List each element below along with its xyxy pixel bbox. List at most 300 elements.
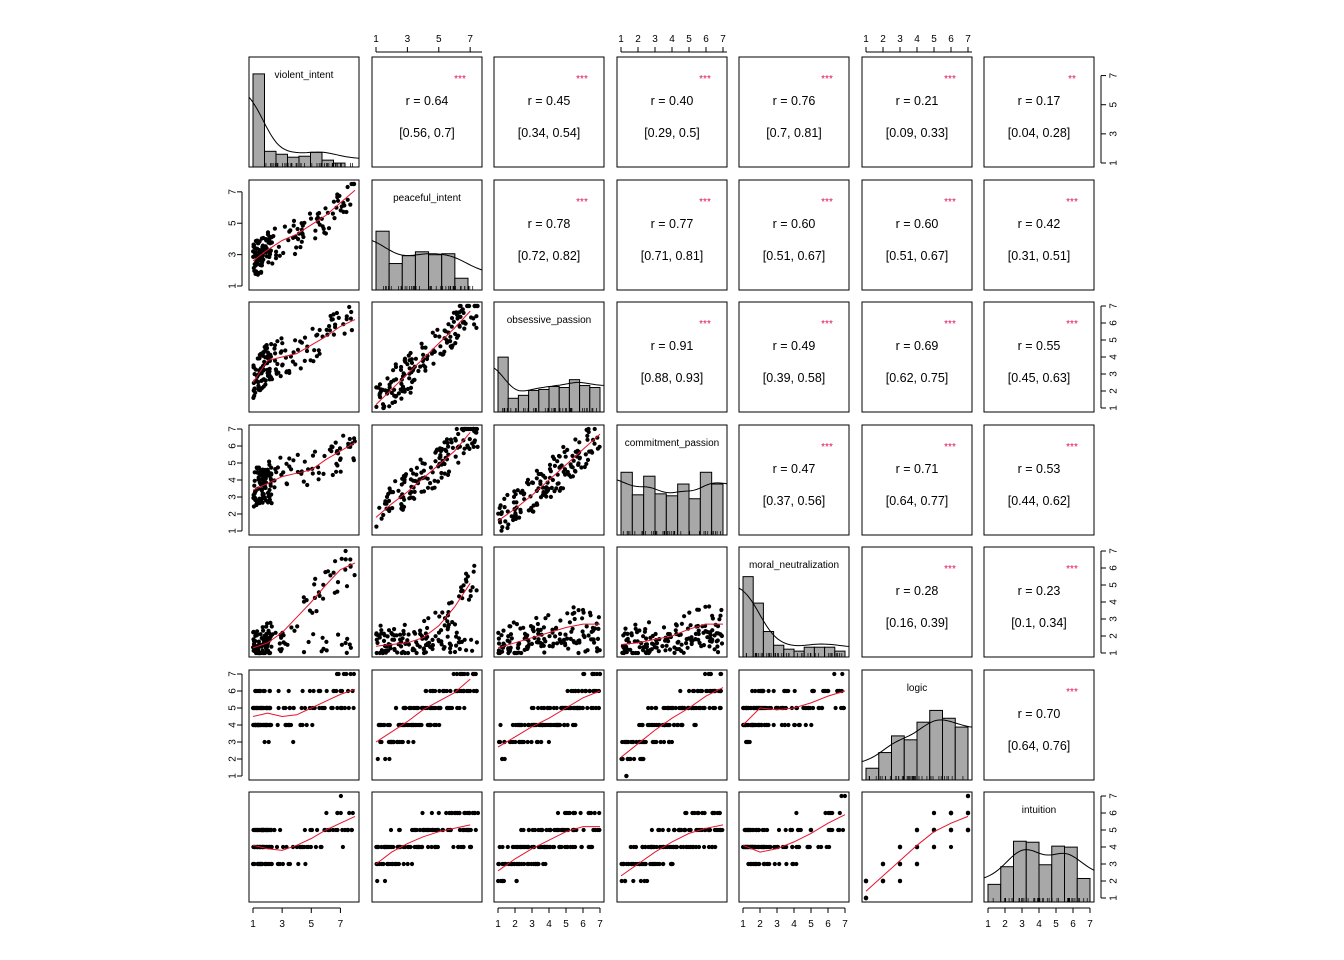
scatter-point [707,845,711,849]
scatter-point [348,557,352,561]
scatter-point [569,845,573,849]
scatter-point [282,640,286,644]
scatter-point [529,506,533,510]
tick-label: 6 [1070,919,1076,930]
scatter-point [430,828,434,832]
scatter-point [408,491,412,495]
scatter-point [716,631,720,635]
scatter-point [311,454,315,458]
scatter-point [469,427,473,431]
scatter-point [409,391,413,395]
panel-r3-c3 [617,425,727,535]
scatter-point [898,879,902,883]
panel-r4-c2 [494,547,604,657]
scatter-point [289,625,293,629]
scatter-point [383,644,387,648]
scatter-point [689,635,693,639]
scatter-point [309,845,313,849]
scatter-point [548,467,552,471]
scatter-point [339,456,343,460]
scatter-point [773,862,777,866]
scatter-point [472,672,476,676]
scatter-point [394,365,398,369]
scatter-point [799,828,803,832]
scatter-point [823,811,827,815]
scatter-point [293,252,297,256]
scatter-point [698,641,702,645]
tick-label: 2 [635,34,641,45]
scatter-point [707,604,711,608]
scatter-point [344,641,348,645]
scatter-point [520,862,524,866]
scatter-point [777,862,781,866]
scatter-point [258,353,262,357]
scatter-point [641,757,645,761]
scatter-point [275,372,279,376]
scatter-point [312,582,316,586]
histogram-bar [311,152,323,167]
histogram-bar [917,722,930,780]
tick-label: 1 [373,34,379,45]
scatter-point [379,632,383,636]
correlation-coefficient: r = 0.53 [1017,462,1061,476]
panel-r4-c4 [739,547,849,657]
scatter-point [646,845,650,849]
scatter-point [280,647,284,651]
scatter-point [425,626,429,630]
scatter-point [414,357,418,361]
tick-label: 4 [791,919,797,930]
scatter-point [565,611,569,615]
scatter-point [500,862,504,866]
scatter-point [258,632,262,636]
confidence-interval: [0.64, 0.76] [1007,739,1071,753]
scatter-point [400,651,404,655]
scatter-point [762,862,766,866]
scatter-point [407,354,411,358]
scatter-point [252,365,256,369]
scatter-point [390,632,394,636]
scatter-point [473,304,477,308]
panel-r1-c3 [617,180,727,290]
scatter-point [349,317,353,321]
tick-label: 3 [1019,919,1025,930]
scatter-point [571,612,575,616]
scatter-point [312,348,316,352]
scatter-point [333,323,337,327]
scatter-point [462,327,466,331]
panel-r6-c5 [862,792,972,902]
scatter-point [786,723,790,727]
scatter-point [803,706,807,710]
correlation-coefficient: r = 0.55 [1017,339,1061,353]
right-axis-intuition [1101,793,1120,901]
scatter-point [411,740,415,744]
variable-label-intuition: intuition [1021,805,1057,816]
scatter-point [539,706,543,710]
panel-r6-c3 [617,792,727,902]
panel-r1-c5 [862,180,972,290]
scatter-point [812,689,816,693]
scatter-point [322,454,326,458]
tick-label: 7 [227,189,239,195]
scatter-point [534,616,538,620]
scatter-point [315,333,319,337]
scatter-point [525,481,529,485]
scatter-point [841,828,845,832]
tick-label: 4 [669,34,675,45]
scatter-point [394,706,398,710]
scatter-point [379,624,383,628]
scatter-point [569,465,573,469]
scatter-point [790,862,794,866]
scatter-point [496,862,500,866]
right-axis-moral-neutralization [1101,548,1120,656]
panel-r4-c0 [249,547,359,657]
scatter-point [591,637,595,641]
scatter-point [382,406,386,410]
panel-r6-c0 [249,792,359,902]
scatter-point [302,600,306,604]
correlation-coefficient: r = 0.91 [650,339,694,353]
scatter-point [716,650,720,654]
histogram-bar [402,256,415,290]
scatter-point [881,862,885,866]
scatter-point [442,645,446,649]
scatter-point [623,879,627,883]
scatter-point [266,491,270,495]
left-axes [228,189,243,779]
scatter-point [287,230,291,234]
significance-stars: *** [821,197,833,208]
scatter-point [825,845,829,849]
scatter-point [676,723,680,727]
scatter-point [252,269,256,273]
scatter-point [475,640,479,644]
scatter-point [410,862,414,866]
scatter-point [299,366,303,370]
scatter-point [680,643,684,647]
scatter-point [546,613,550,617]
top-axis-logic [863,34,972,52]
tick-label: 5 [1053,919,1059,930]
significance-stars: *** [821,74,833,85]
scatter-point [328,328,332,332]
scatter-point [652,845,656,849]
scatter-point [518,508,522,512]
top-axis-peaceful-intent [373,34,482,52]
scatter-point [450,344,454,348]
scatter-point [426,641,430,645]
scatter-point [547,634,551,638]
scatter-point [674,706,678,710]
significance-stars: *** [1066,687,1078,698]
confidence-interval: [0.71, 0.81] [640,249,704,263]
scatter-point [696,689,700,693]
panel-r5-c4 [739,670,849,780]
scatter-point [467,304,471,308]
scatter-point [641,862,645,866]
scatter-point [666,632,670,636]
scatter-point [572,605,576,609]
scatter-point [301,232,305,236]
scatter-point [269,471,273,475]
scatter-point [647,620,651,624]
scatter-point [277,689,281,693]
scatter-point [506,634,510,638]
scatter-point [581,629,585,633]
panel-r3-c5 [862,425,972,535]
scatter-point [582,611,586,615]
scatter-point [352,458,356,462]
confidence-interval: [0.34, 0.54] [517,126,581,140]
scatter-point [806,845,810,849]
scatter-point [377,723,381,727]
scatter-point [469,845,473,849]
scatter-point [268,621,272,625]
scatter-point [461,689,465,693]
scatter-point [449,643,453,647]
scatter-point [391,368,395,372]
scatter-point [553,464,557,468]
scatter-point [336,633,340,637]
correlation-coefficient: r = 0.71 [895,462,939,476]
scatter-point [386,862,390,866]
correlation-coefficient: r = 0.69 [895,339,939,353]
scatter-point [949,811,953,815]
bottom-axis-obsessive-passion [495,908,603,930]
scatter-point [339,689,343,693]
scatter-point [697,845,701,849]
scatter-point [423,369,427,373]
significance-stars: *** [699,197,711,208]
tick-label: 4 [1108,354,1120,360]
scatter-point [312,689,316,693]
scatter-point [324,231,328,235]
scatter-point [539,495,543,499]
scatter-point [719,608,723,612]
scatter-point [777,828,781,832]
scatter-point [390,391,394,395]
scatter-point [296,348,300,352]
scatter-point [419,458,423,462]
scatter-point [319,845,323,849]
scatter-point [423,462,427,466]
panel-r5-c2 [494,670,604,780]
scatter-point [289,467,293,471]
scatter-point [328,573,332,577]
scatter-point [620,740,624,744]
scatter-point [265,649,269,653]
scatter-point [305,349,309,353]
scatter-point [515,862,519,866]
scatter-point [459,304,463,308]
scatter-point [396,489,400,493]
scatter-point [331,689,335,693]
scatter-point [468,437,472,441]
scatter-point [413,632,417,636]
scatter-point [627,757,631,761]
scatter-point [348,437,352,441]
scatter-point [621,633,625,637]
tick-label: 1 [1108,405,1120,411]
correlation-coefficient: r = 0.77 [650,217,694,231]
histogram-bar [442,254,455,290]
scatter-point [315,828,319,832]
scatter-point [253,723,257,727]
scatter-point [751,723,755,727]
scatter-point [430,638,434,642]
scatter-point [262,247,266,251]
scatter-point [378,382,382,386]
scatter-point [966,828,970,832]
scatter-point [263,828,267,832]
scatter-point [293,362,297,366]
scatter-point [332,200,336,204]
scatter-point [425,357,429,361]
scatter-point [569,630,573,634]
scatter-point [589,845,593,849]
scatter-point [303,460,307,464]
scatter-point [512,620,516,624]
scatter-point [437,723,441,727]
tick-label: 1 [1108,895,1120,901]
scatter-point [407,496,411,500]
scatter-point [596,637,600,641]
scatter-point [832,672,836,676]
scatter-point [395,650,399,654]
scatter-point [321,597,325,601]
tick-label: 3 [227,739,239,745]
scatter-point [498,740,502,744]
scatter-point [556,723,560,727]
scatter-point [526,740,530,744]
scatter-point [409,468,413,472]
tick-label: 1 [1108,160,1120,166]
scatter-point [409,706,413,710]
scatter-point [510,514,514,518]
scatter-point [252,504,256,508]
scatter-point [553,634,557,638]
scatter-point [577,640,581,644]
scatter-point [595,646,599,650]
scatter-point [632,757,636,761]
scatter-point [751,862,755,866]
scatter-point [308,828,312,832]
scatter-point [439,471,443,475]
scatter-point [395,740,399,744]
scatter-point [274,367,278,371]
scatter-point [687,689,691,693]
scatter-point [452,672,456,676]
scatter-point [437,631,441,635]
panel-r2-c0 [249,302,359,412]
scatter-point [411,479,415,483]
scatter-point [418,632,422,636]
significance-stars: *** [1066,197,1078,208]
scatter-point [324,811,328,815]
correlation-coefficient: r = 0.17 [1017,94,1061,108]
scatter-point [251,706,255,710]
scatter-point [471,811,475,815]
scatter-point [542,492,546,496]
scatter-point [433,486,437,490]
scatter-point [578,456,582,460]
scatter-point [269,342,273,346]
scatter-point [291,458,295,462]
scatter-point [467,598,471,602]
scatter-point [400,477,404,481]
scatter-point [316,212,320,216]
scatter-point [447,470,451,474]
scatter-point [351,811,355,815]
tick-label: 1 [250,919,256,930]
scatter-point [311,327,315,331]
panel-r1-c4 [739,180,849,290]
scatter-point [830,828,834,832]
scatter-point [703,672,707,676]
scatter-point [266,629,270,633]
panel-r5-c6 [984,670,1094,780]
scatter-point [394,394,398,398]
scatter-point [300,240,304,244]
tick-label: 2 [227,756,239,762]
scatter-point [349,310,353,314]
scatter-point [420,342,424,346]
scatter-point [332,333,336,337]
scatter-point [339,794,343,798]
variable-label-violent-intent: violent_intent [274,70,334,81]
scatter-point [577,440,581,444]
scatter-point [579,845,583,849]
scatter-point [446,635,450,639]
scatter-point [253,479,257,483]
confidence-interval: [0.09, 0.33] [885,126,949,140]
scatter-point [543,862,547,866]
scatter-point [667,740,671,744]
scatter-point [558,489,562,493]
scatter-point [347,811,351,815]
scatter-point [643,740,647,744]
scatter-point [694,723,698,727]
scatter-point [388,646,392,650]
scatter-point [640,845,644,849]
scatter-point [702,845,706,849]
scatter-point [410,361,414,365]
scatter-point [573,845,577,849]
scatter-point [252,484,256,488]
histogram-bar [580,386,590,412]
scatter-point [302,595,306,599]
scatter-point [436,706,440,710]
scatter-point [270,261,274,265]
scatter-point [684,641,688,645]
scatter-point [720,634,724,638]
scatter-point [298,723,302,727]
scatter-point [597,615,601,619]
scatter-point [268,723,272,727]
scatter-point [263,345,267,349]
scatter-point [251,396,255,400]
significance-stars: *** [699,319,711,330]
scatter-point [522,491,526,495]
scatter-point [399,507,403,511]
scatter-point [542,637,546,641]
panel-r2-c3 [617,302,727,412]
significance-stars: *** [1066,319,1078,330]
scatter-point [462,451,466,455]
tick-label: 1 [740,919,746,930]
